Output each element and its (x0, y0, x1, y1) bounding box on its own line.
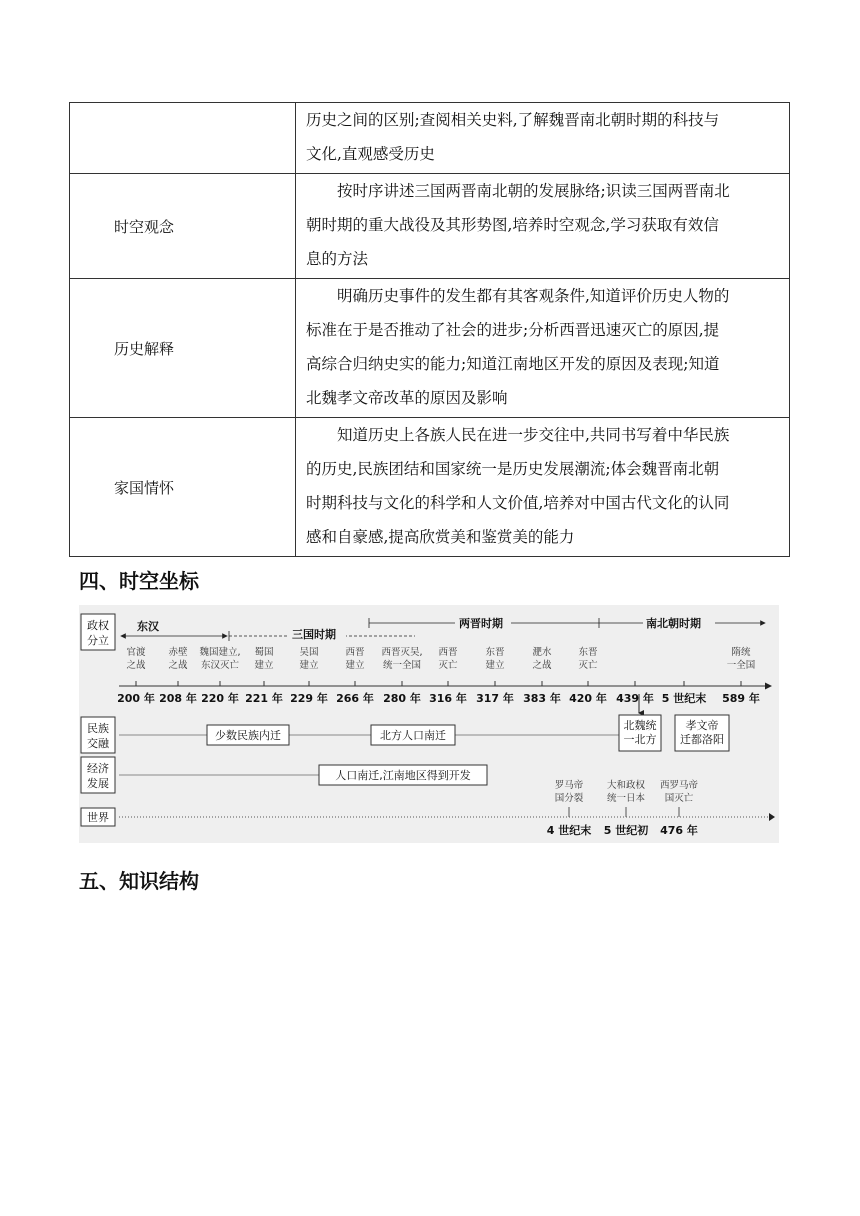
timeline-figure (79, 605, 779, 843)
row-label-text: 交融 (87, 737, 109, 750)
row-label-text: 民族 (87, 722, 109, 735)
text-line: 感和自豪感,提高欣赏美和鉴赏美的能力 (306, 528, 575, 546)
event-label: 灭亡 (438, 660, 458, 671)
event-label: 东晋 (578, 647, 598, 658)
period-label: 南北朝时期 (646, 617, 701, 630)
period-label: 东汉 (137, 620, 159, 633)
fusion-label-line: 孝文帝 (685, 719, 719, 732)
text-line: 明确历史事件的发生都有其客观条件,知道评价历史人物的 (337, 287, 730, 305)
event-label: 之战 (532, 660, 552, 671)
row-label: 时空观念 (70, 174, 296, 279)
world-event-label: 大和政权 (606, 780, 646, 791)
event-label: 统一全国 (382, 660, 422, 671)
world-event-label: 罗马帝 (554, 780, 584, 791)
event-label: 吴国 (299, 647, 319, 658)
event-label: 之战 (126, 660, 146, 671)
table-row (70, 174, 790, 279)
section-heading-timeline: 四、时空坐标 (79, 569, 199, 593)
table-row (70, 103, 790, 174)
event-label: 魏国建立, (199, 647, 241, 658)
event-label: 之战 (168, 660, 188, 671)
world-date-label: 4 世纪末 (546, 824, 592, 837)
event-label: 建立 (485, 660, 505, 671)
year-label: 439 年 (616, 692, 654, 705)
year-label: 317 年 (476, 692, 514, 705)
world-event-label: 统一日本 (606, 793, 646, 804)
fusion-label: 北方人口南迁 (380, 729, 446, 742)
text-line: 文化,直观感受历史 (306, 145, 435, 163)
event-label: 灭亡 (578, 660, 598, 671)
row-label-text: 经济 (87, 762, 109, 775)
text-line: 高综合归纳史实的能力;知道江南地区开发的原因及表现;知道 (306, 355, 720, 373)
event-label: 蜀国 (254, 647, 274, 658)
year-label: 589 年 (722, 692, 760, 705)
section-heading-structure: 五、知识结构 (79, 869, 199, 893)
fusion-label-line: 北魏统 (623, 719, 657, 732)
text-line: 历史之间的区别;查阅相关史料,了解魏晋南北朝时期的科技与 (306, 111, 720, 129)
row-label-text: 发展 (87, 777, 109, 790)
year-label: 229 年 (290, 692, 328, 705)
year-label: 5 世纪末 (661, 692, 707, 705)
year-label: 420 年 (569, 692, 607, 705)
text-line: 标准在于是否推动了社会的进步;分析西晋迅速灭亡的原因,提 (306, 321, 720, 339)
economy-label: 人口南迁,江南地区得到开发 (335, 769, 471, 782)
year-label: 316 年 (429, 692, 467, 705)
year-label: 220 年 (201, 692, 239, 705)
event-label: 东晋 (485, 647, 505, 658)
year-label: 266 年 (336, 692, 374, 705)
row-text (296, 103, 790, 174)
fusion-label: 少数民族内迁 (215, 729, 281, 742)
world-event-label: 国灭亡 (664, 793, 694, 804)
row-label-text: 政权 (87, 619, 109, 632)
event-label: 建立 (345, 660, 365, 671)
row-label (70, 103, 296, 174)
text-line: 按时序讲述三国两晋南北朝的发展脉络;识读三国两晋南北 (337, 182, 730, 200)
event-label: 西晋 (345, 647, 365, 658)
year-label: 221 年 (245, 692, 283, 705)
event-label: 赤壁 (168, 647, 188, 658)
table-row (70, 279, 790, 418)
event-label: 官渡 (126, 647, 146, 658)
literacy-table (69, 102, 790, 557)
period-label: 三国时期 (292, 628, 336, 641)
text-line: 的历史,民族团结和国家统一是历史发展潮流;体会魏晋南北朝 (306, 460, 720, 478)
table-row (70, 418, 790, 557)
text-line: 时期科技与文化的科学和人文价值,培养对中国古代文化的认同 (306, 494, 730, 512)
event-label: 东汉灭亡 (200, 660, 240, 671)
event-label: 建立 (254, 660, 274, 671)
fusion-label-line: 迁都洛阳 (680, 733, 724, 746)
year-label: 383 年 (523, 692, 561, 705)
text-line: 息的方法 (306, 250, 369, 268)
world-event-label: 西罗马帝 (659, 780, 699, 791)
timeline-svg (79, 605, 779, 843)
year-label: 200 年 (117, 692, 155, 705)
row-label: 历史解释 (70, 279, 296, 418)
period-label: 两晋时期 (459, 617, 503, 630)
world-date-label: 5 世纪初 (603, 824, 649, 837)
row-label-text: 分立 (87, 634, 109, 647)
row-label: 家国情怀 (70, 418, 296, 557)
text-line: 北魏孝文帝改革的原因及影响 (306, 389, 508, 407)
row-text (296, 174, 790, 279)
world-event-label: 国分裂 (554, 793, 584, 804)
event-label: 西晋 (438, 647, 458, 658)
event-label: 一全国 (726, 660, 756, 671)
event-label: 西晋灭吴, (381, 647, 423, 658)
year-label: 280 年 (383, 692, 421, 705)
year-label: 208 年 (159, 692, 197, 705)
event-label: 淝水 (532, 647, 552, 658)
row-text (296, 279, 790, 418)
text-line: 知道历史上各族人民在进一步交往中,共同书写着中华民族 (337, 426, 730, 444)
text-line: 朝时期的重大战役及其形势图,培养时空观念,学习获取有效信 (306, 216, 719, 234)
row-text (296, 418, 790, 557)
fusion-label-line: 一北方 (623, 733, 657, 746)
event-label: 建立 (299, 660, 319, 671)
row-label-text: 世界 (87, 811, 109, 824)
event-label: 隋统 (731, 647, 751, 658)
world-date-label: 476 年 (660, 824, 698, 837)
